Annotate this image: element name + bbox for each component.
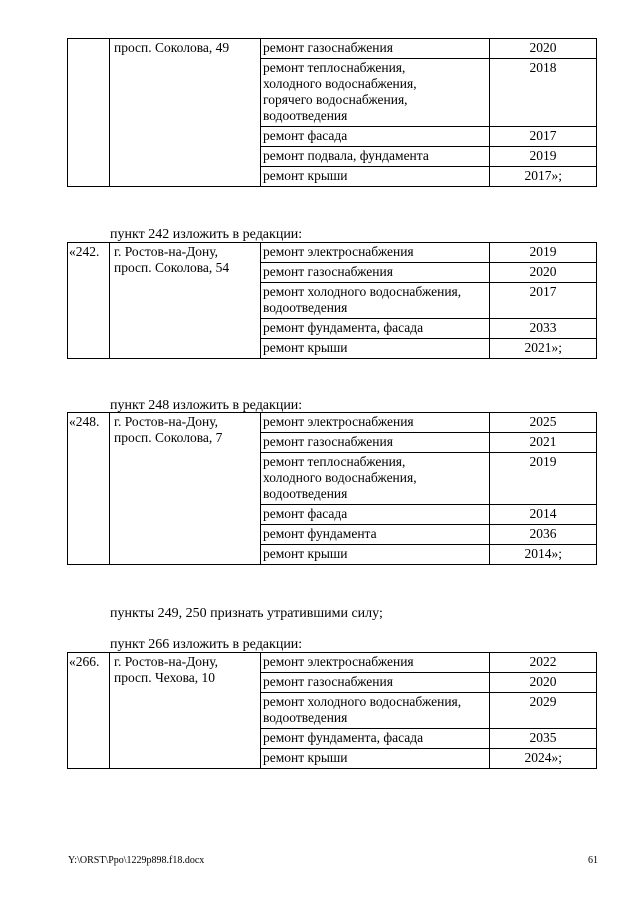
work-type-cell: ремонт фасада [261,127,490,147]
work-type-cell: ремонт теплоснабжения, холодного водоснабжения, водоотведения [261,453,490,505]
table-row [68,243,597,263]
table-item-266 [67,652,597,769]
work-type-cell: ремонт газоснабжения [261,433,490,453]
paragraph-items-249-250: пункты 249, 250 признать утратившими силу; [110,606,383,621]
work-type-cell: ремонт электроснабжения [261,413,490,433]
work-type-cell: ремонт холодного водоснабжения, водоотведения [261,283,490,319]
work-type-cell: ремонт фундамента, фасада [261,729,490,749]
address-cell: просп. Соколова, 49 [110,39,261,187]
year-cell: 2035 [490,729,597,749]
year-cell: 2029 [490,693,597,729]
work-type-cell: ремонт холодного водоснабжения, водоотведения [261,693,490,729]
work-type-cell: ремонт подвала, фундамента [261,147,490,167]
work-type-cell: ремонт электроснабжения [261,243,490,263]
year-cell: 2018 [490,59,597,127]
year-cell: 2014 [490,505,597,525]
work-type-cell: ремонт фасада [261,505,490,525]
year-cell: 2021»; [490,339,597,359]
table-row [68,413,597,433]
paragraph-item-242: пункт 242 изложить в редакции: [110,227,303,242]
paragraph-item-248: пункт 248 изложить в редакции: [110,398,303,413]
address-cell: г. Ростов-на-Дону, просп. Чехова, 10 [110,653,261,769]
address-cell: г. Ростов-на-Дону, просп. Соколова, 7 [110,413,261,565]
year-cell: 2020 [490,263,597,283]
year-cell: 2017 [490,127,597,147]
work-type-cell: ремонт крыши [261,339,490,359]
year-cell: 2014»; [490,545,597,565]
year-cell: 2022 [490,653,597,673]
year-cell: 2017»; [490,167,597,187]
year-cell: 2019 [490,147,597,167]
year-cell: 2036 [490,525,597,545]
table-item-242 [67,242,597,359]
year-cell: 2019 [490,243,597,263]
year-cell: 2033 [490,319,597,339]
item-number-cell: «266. [68,653,110,769]
work-type-cell: ремонт фундамента, фасада [261,319,490,339]
year-cell: 2020 [490,673,597,693]
item-number-cell: «248. [68,413,110,565]
work-type-cell: ремонт крыши [261,545,490,565]
item-number-cell [68,39,110,187]
year-cell: 2020 [490,39,597,59]
work-type-cell: ремонт газоснабжения [261,673,490,693]
table-item-248 [67,412,597,565]
year-cell: 2025 [490,413,597,433]
work-type-cell: ремонт фундамента [261,525,490,545]
work-type-cell: ремонт крыши [261,167,490,187]
item-number-cell: «242. [68,243,110,359]
work-type-cell: ремонт электроснабжения [261,653,490,673]
work-type-cell: ремонт газоснабжения [261,263,490,283]
year-cell: 2019 [490,453,597,505]
table-row [68,39,597,59]
work-type-cell: ремонт теплоснабжения, холодного водоснабжения, горячего водоснабжения, водоотведения [261,59,490,127]
footer-file-path: Y:\ORST\Ppo\1229p898.f18.docx [68,855,205,866]
table-continued-block [67,38,597,187]
year-cell: 2024»; [490,749,597,769]
address-cell: г. Ростов-на-Дону, просп. Соколова, 54 [110,243,261,359]
footer-page-number: 61 [588,855,598,866]
paragraph-item-266: пункт 266 изложить в редакции: [110,637,303,652]
work-type-cell: ремонт газоснабжения [261,39,490,59]
year-cell: 2017 [490,283,597,319]
table-row [68,653,597,673]
year-cell: 2021 [490,433,597,453]
work-type-cell: ремонт крыши [261,749,490,769]
